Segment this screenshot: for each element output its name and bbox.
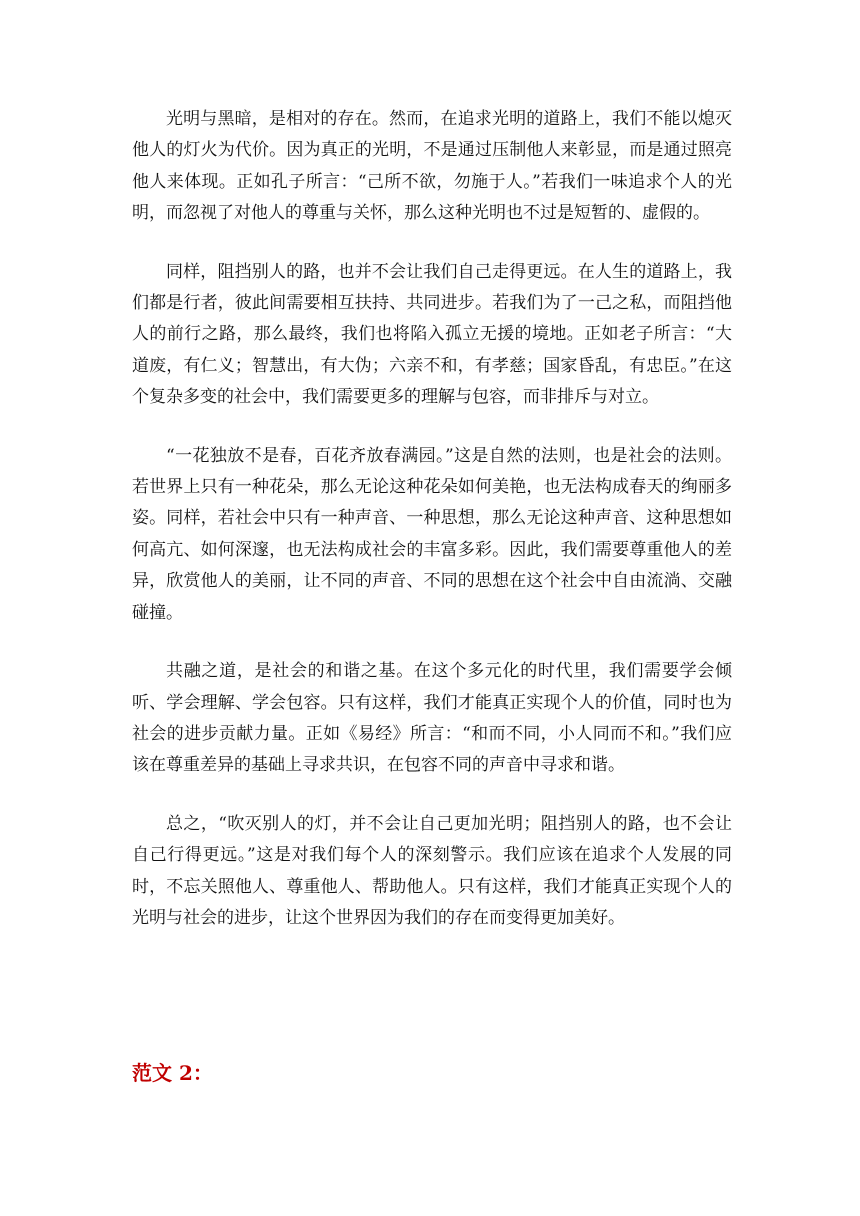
paragraph-4: 共融之道，是社会的和谐之基。在这个多元化的时代里，我们需要学会倾听、学会理解、学会包容。只有这样，我们才能真正实现个人的价值，同时也为社会的进步贡献力量。正如《易经》所言：“和而不同，小人同而不和。”我们应该在尊重差异的基础上寻求共识，在包容不同的声音中寻求和谐。 [132, 661, 732, 776]
paragraph-2: 同样，阻挡别人的路，也并不会让我们自己走得更远。在人生的道路上，我们都是行者，彼此间需要相互扶持、共同进步。若我们为了一己之私，而阻挡他人的前行之路，那么最终，我们也将陷入孤立无援的境地。正如老子所言：“大道废，有仁义；智慧出，有大伪；六亲不和，有孝慈；国家昏乱，有忠臣。”在这个复杂多变的社会中，我们需要更多的理解与包容，而非排斥与对立。 [132, 261, 732, 408]
paragraph-5: 总之，“吹灭别人的灯，并不会让自己更加光明；阻挡别人的路，也不会让自己行得更远。”这是对我们每个人的深刻警示。我们应该在追求个人发展的同时，不忘关照他人、尊重他人、帮助他人。只有这样，我们才能真正实现个人的光明与社会的进步，让这个世界因为我们的存在而变得更加美好。 [132, 813, 732, 928]
paragraph-3: “一花独放不是春，百花齐放春满园。”这是自然的法则，也是社会的法则。若世界上只有一种花朵，那么无论这种花朵如何美艳，也无法构成春天的绚丽多姿。同样，若社会中只有一种声音、一种思想，那么无论这种声音、这种思想如何高亢、如何深邃，也无法构成社会的丰富多彩。因此，我们需要尊重他人的差异，欣赏他人的美丽，让不同的声音、不同的思想在这个社会中自由流淌、交融碰撞。 [132, 445, 732, 623]
paragraph-1: 光明与黑暗，是相对的存在。然而，在追求光明的道路上，我们不能以熄灭他人的灯火为代价。因为真正的光明，不是通过压制他人来彰显，而是通过照亮他人来体现。正如孔子所言：“己所不欲，勿施于人。”若我们一味追求个人的光明，而忽视了对他人的尊重与关怀，那么这种光明也不过是短暂的、虚假的。 [132, 109, 732, 224]
essay-body [132, 104, 732, 961]
sample-essay-heading: 范文 2： [132, 1061, 213, 1085]
